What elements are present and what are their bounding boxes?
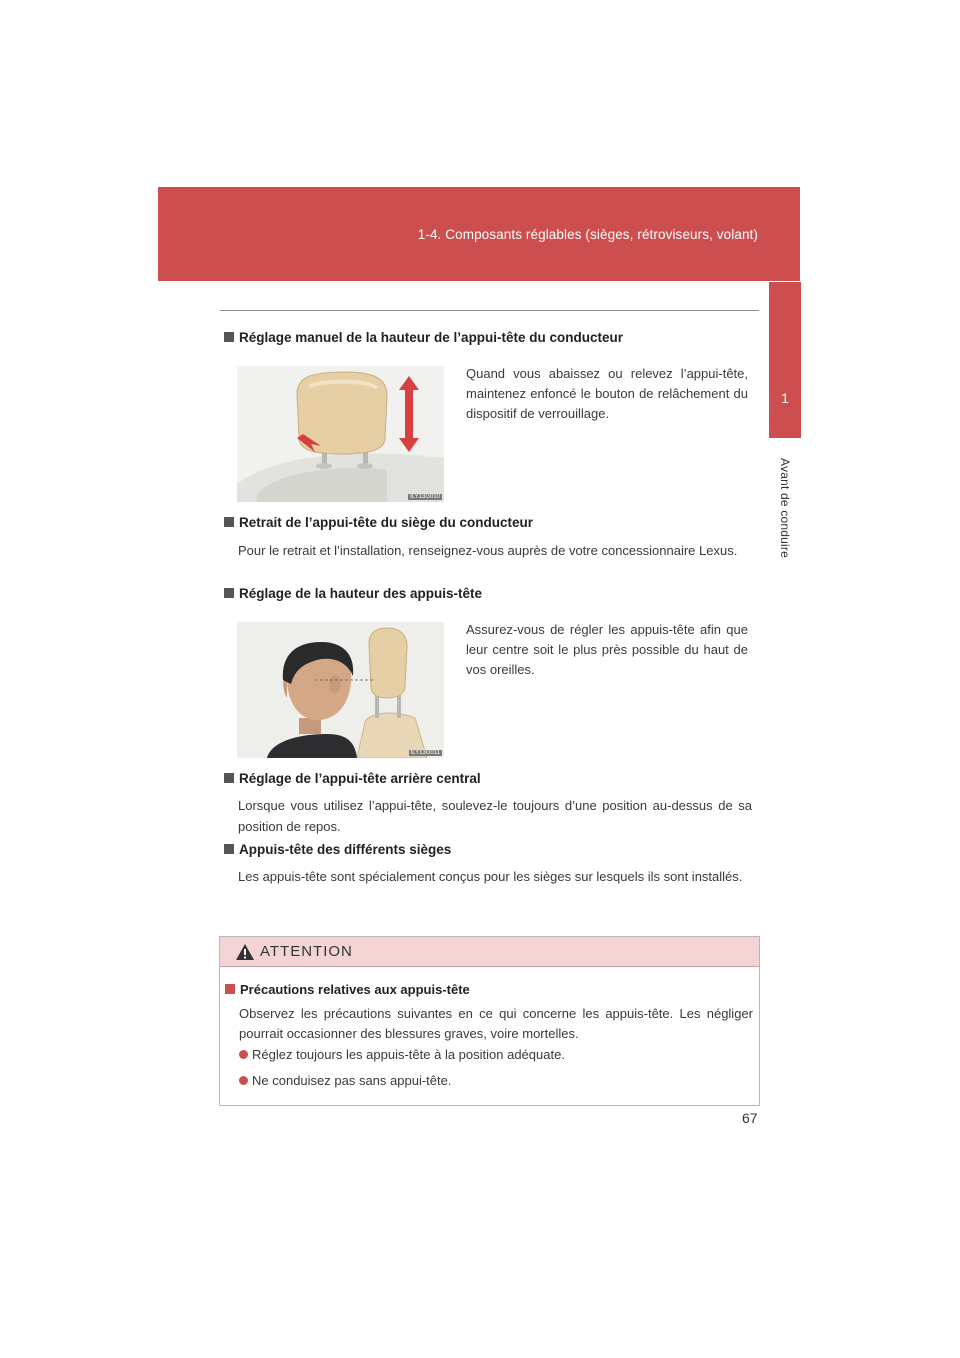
chapter-title: 1-4. Composants réglables (sièges, rétroviseurs, volant) <box>417 227 758 242</box>
chapter-side-tab <box>769 282 801 438</box>
bullet-dot-icon <box>239 1050 248 1059</box>
chapter-header-band <box>158 187 800 281</box>
figure-code: ILY13G010 <box>410 494 440 500</box>
chapter-side-label-text: Avant de conduire <box>778 458 792 558</box>
warning-bullet-text: Ne conduisez pas sans appui-tête. <box>252 1073 452 1088</box>
headrest-position-illustration <box>237 622 444 758</box>
section-text: Quand vous abaissez ou relevez l’appui-tête, maintenez enfoncé le bouton de relâchement du dispositif de verrouillage. <box>466 366 748 421</box>
head-headrest-illustration <box>237 622 444 758</box>
section-text: Pour le retrait et l’installation, renseignez-vous auprès de votre concessionnaire Lexus. <box>238 543 738 558</box>
warning-heading-text: Précautions relatives aux appuis-tête <box>240 982 470 997</box>
section-heading-text: Réglage de l’appui-tête arrière central <box>239 771 481 786</box>
section-heading <box>224 842 451 857</box>
bullet-dot-icon <box>239 1076 248 1085</box>
square-bullet-icon <box>224 844 234 854</box>
warning-bullet-text: Réglez toujours les appuis-tête à la position adéquate. <box>252 1047 565 1062</box>
section-heading-text: Réglage de la hauteur des appuis-tête <box>239 586 483 601</box>
headrest-adjust-illustration <box>237 366 444 502</box>
header-rule <box>220 310 759 311</box>
section-text: Les appuis-tête sont spécialement conçus pour les sièges sur lesquels ils sont installés. <box>238 869 743 884</box>
section-heading-text: Réglage manuel de la hauteur de l’appui-tête du conducteur <box>239 330 624 345</box>
warning-text: Observez les précautions suivantes en ce qui concerne les appuis-tête. Les négliger pourrait occasionner des blessures graves, voire mortelles. <box>239 1006 753 1041</box>
chapter-side-label <box>777 448 793 568</box>
section-heading <box>224 586 482 601</box>
section-heading-text: Appuis-tête des différents sièges <box>239 842 452 857</box>
square-bullet-icon <box>225 984 235 994</box>
warning-bullet <box>239 1047 565 1062</box>
square-bullet-icon <box>224 588 234 598</box>
warning-box <box>219 936 760 1106</box>
section-text: Lorsque vous utilisez l’appui-tête, soulevez-le toujours d’une position au-dessus de sa position de repos. <box>238 798 752 834</box>
warning-title: ATTENTION <box>260 943 353 960</box>
page-number: 67 <box>742 1110 758 1126</box>
section-heading <box>224 330 623 345</box>
warning-header <box>220 937 759 967</box>
section-heading-text: Retrait de l’appui-tête du siège du conducteur <box>239 515 534 530</box>
section-heading <box>224 771 481 786</box>
headrest-height-illustration <box>237 366 444 502</box>
section-text: Assurez-vous de régler les appuis-tête afin que leur centre soit le plus près possible du haut de vos oreilles. <box>466 622 748 677</box>
square-bullet-icon <box>224 773 234 783</box>
warning-bullet <box>239 1073 451 1088</box>
warning-triangle-icon <box>235 943 255 961</box>
square-bullet-icon <box>224 517 234 527</box>
square-bullet-icon <box>224 332 234 342</box>
section-heading <box>224 515 533 530</box>
chapter-number: 1 <box>781 390 789 406</box>
figure-code: ILY13G011 <box>410 750 440 756</box>
warning-heading <box>225 982 470 997</box>
